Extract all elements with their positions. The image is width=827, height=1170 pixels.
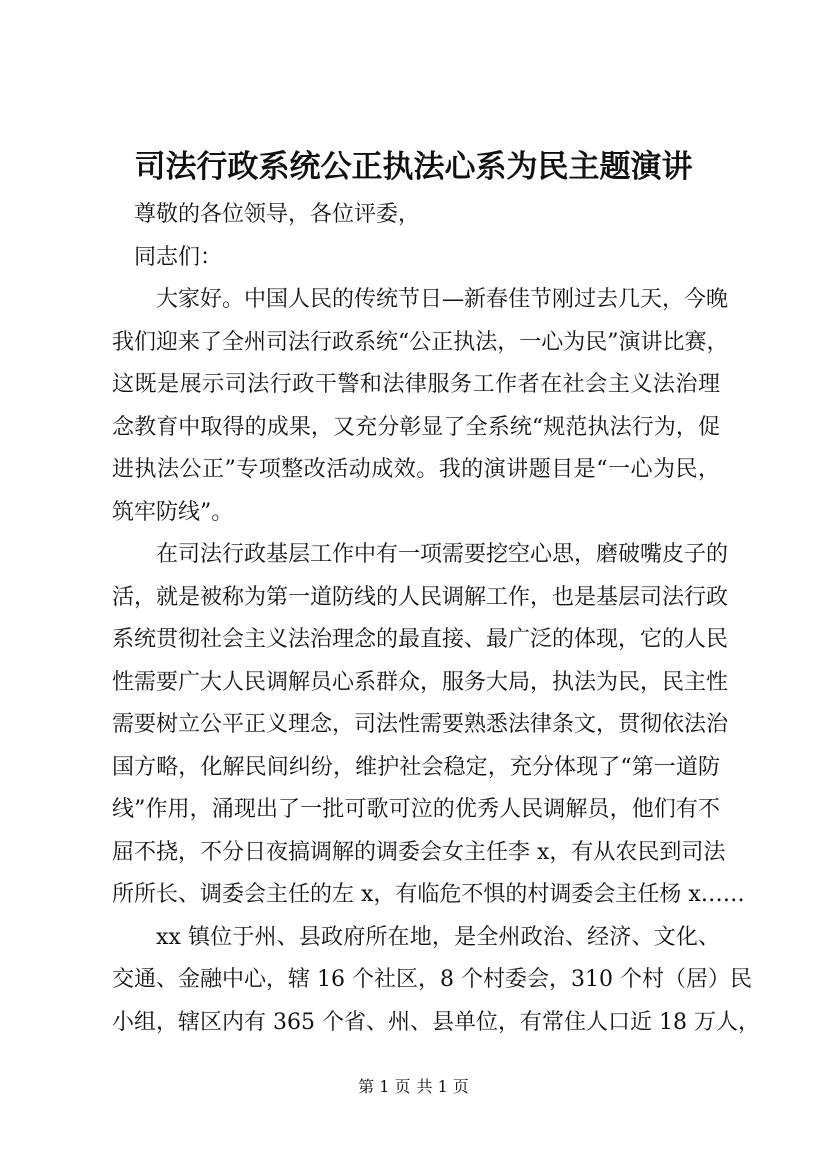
paragraph-line: 所所长、调委会主任的左 x，有临危不惧的村调委会主任杨 x…… [112, 882, 745, 907]
document-body [112, 194, 760, 1044]
greeting [112, 194, 720, 279]
paragraph [112, 917, 760, 1045]
greeting-line: 尊敬的各位领导，各位评委， [134, 202, 421, 227]
paragraph-line: 线”作用，涌现出了一批可歌可泣的优秀人民调解员，他们有不 [112, 797, 720, 822]
greeting-line: 同志们： [134, 244, 223, 270]
paragraph-line: 交通、金融中心，辖 16 个社区，8 个村委会，310 个村（居）民 [112, 967, 752, 992]
paragraph-line: 这既是展示司法行政干警和法律服务工作者在社会主义法治理 [112, 372, 720, 397]
page-footer [0, 1077, 827, 1097]
paragraph [112, 279, 729, 534]
paragraph-line: 活，就是被称为第一道防线的人民调解工作，也是基层司法行政 [112, 584, 729, 610]
page-number: 第 1 页 [358, 1077, 411, 1096]
paragraph-line: xx 镇位于州、县政府所在地，是全州政治、经济、文化、 [156, 924, 720, 950]
paragraph-line: 系统贯彻社会主义法治理念的最直接、最广泛的体现，它的人民 [112, 627, 729, 652]
paragraph-line: 在司法行政基层工作中有一项需要挖空心思，磨破嘴皮子的 [156, 542, 729, 567]
page-total: 共 1 页 [416, 1077, 469, 1096]
paragraph-line: 念教育中取得的成果，又充分彰显了全系统“规范执法行为，促 [112, 414, 720, 440]
document-title: 司法行政系统公正执法心系为民主题演讲 [134, 149, 693, 185]
paragraph-line: 国方略，化解民间纠纷，维护社会稳定，充分体现了“第一道防 [112, 754, 720, 780]
paragraph-line: 大家好。中国人民的传统节日—新春佳节刚过去几天，今晚 [156, 287, 729, 312]
paragraph-line: 需要树立公平正义理念，司法性需要熟悉法律条文，贯彻依法治 [112, 712, 729, 737]
paragraph-line: 小组，辖区内有 365 个省、州、县单位，有常住人口近 18 万人， [112, 1009, 760, 1035]
paragraph [112, 534, 745, 917]
paragraph-line: 性需要广大人民调解员心系群众，服务大局，执法为民，民主性 [112, 669, 729, 695]
paragraph-line: 筑牢防线”。 [112, 499, 234, 525]
paragraph-line: 屈不挠，不分日夜搞调解的调委会女主任李 x，有从农民到司法 [112, 839, 726, 865]
paragraph-line: 我们迎来了全州司法行政系统“公正执法，一心为民”演讲比赛， [112, 329, 729, 355]
paragraph-line: 进执法公正”专项整改活动成效。我的演讲题目是“一心为民， [112, 457, 720, 482]
